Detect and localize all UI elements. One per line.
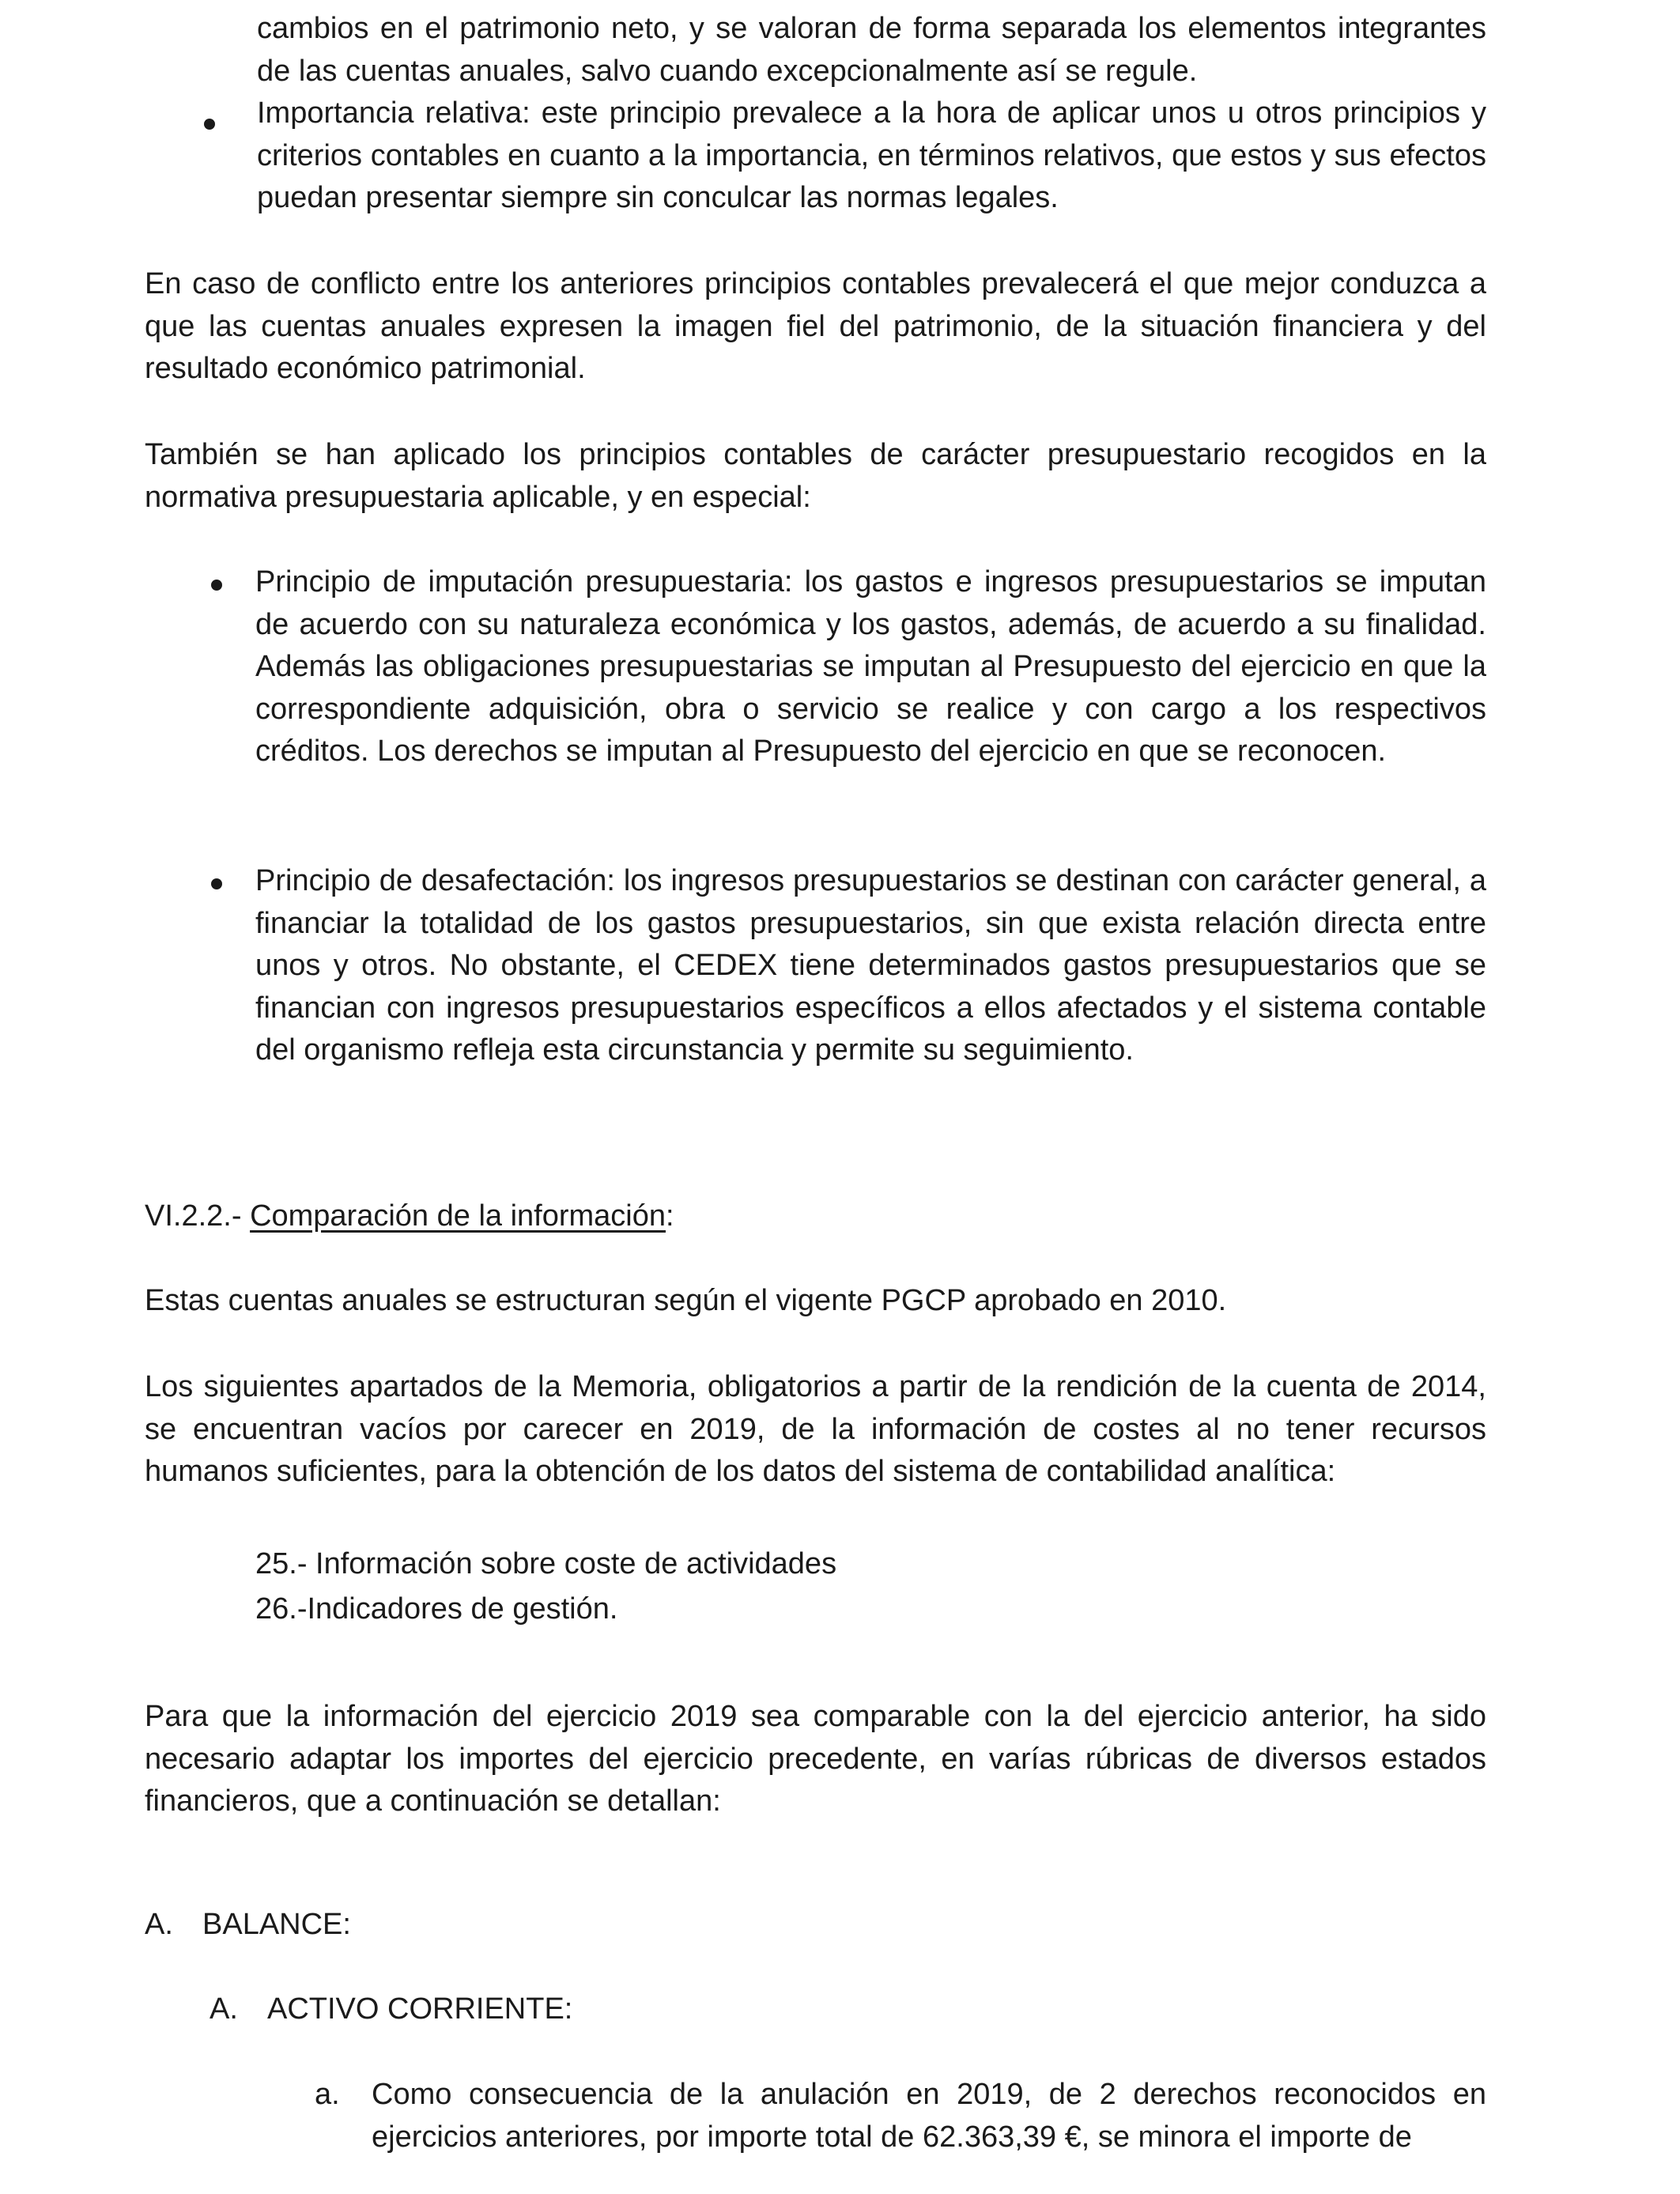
heading-activo-corriente-marker: A. (210, 1992, 238, 2026)
list-item-25: 25.- Información sobre coste de actividades (255, 1547, 837, 1580)
heading-balance-marker: A. (145, 1908, 173, 1941)
heading-activo-corriente: ACTIVO CORRIENTE: (267, 1992, 573, 2026)
bullet-continuation: cambios en el patrimonio neto, y se valoran de forma separada los elementos integrantes de las cuentas anuales, salvo cuando excepcionalmente así se regule. (257, 12, 1486, 88)
paragraph-principios-presupuestarios: También se han aplicado los principios contables de carácter presupuestario recogidos en la normativa presupuestaria aplicable, y en especial: (145, 438, 1486, 514)
bullet-dot (211, 878, 222, 889)
heading-balance: BALANCE: (202, 1908, 351, 1941)
bullet-desafectacion: Principio de desafectación: los ingresos presupuestarios se destinan con carácter general, a financiar la totalidad de los gastos presupuestarios, sin que exista relación directa entre unos y otros. No obstante, el CEDEX tiene determinados gastos presupuestarios que se financian con ingresos presupuestarios específicos a ellos afectados y el sistema contable del organismo refleja esta circunstancia y permite su seguimiento. (255, 864, 1486, 1067)
list-item-26: 26.-Indicadores de gestión. (255, 1592, 618, 1626)
item-a-text: Como consecuencia de la anulación en 2019, de 2 derechos reconocidos en ejercicios anteriores, por importe total de 62.363,39 €, se minora el importe de (372, 2078, 1486, 2154)
section-colon: : (666, 1199, 674, 1233)
section-number: VI.2.2.- (145, 1199, 251, 1233)
bullet-dot (204, 119, 215, 130)
bullet-importancia-relativa: Importancia relativa: este principio prevalece a la hora de aplicar unos u otros principios y criterios contables en cuanto a la importancia, en términos relativos, que estos y sus efectos puedan presentar siempre sin conculcar las normas legales. (257, 96, 1486, 214)
bullet-imputacion-presupuestaria: Principio de imputación presupuestaria: los gastos e ingresos presupuestarios se imputan de acuerdo con su naturaleza económica y los gastos, además, de acuerdo a su finalidad. Además las obligaciones presupuestarias se imputan al Presupuesto del ejercicio en que la correspondiente adquisición, obra o servicio se realice y con cargo a los respectivos créditos. Los derechos se imputan al Presupuesto del ejercicio en que se reconocen. (255, 565, 1486, 768)
paragraph-pgcp: Estas cuentas anuales se estructuran según el vigente PGCP aprobado en 2010. (145, 1284, 1227, 1317)
item-a-marker: a. (315, 2078, 340, 2111)
paragraph-comparacion: Para que la información del ejercicio 2019 sea comparable con la del ejercicio anterior, ha sido necesario adaptar los importes del ejercicio precedente, en varías rúbricas de diversos estados financieros, que a continuación se detallan: (145, 1700, 1486, 1818)
section-heading (145, 1195, 1486, 1238)
bullet-dot (211, 580, 222, 591)
paragraph-memoria: Los siguientes apartados de la Memoria, obligatorios a partir de la rendición de la cuenta de 2014, se encuentran vacíos por carecer en 2019, de la información de costes al no tener recursos humanos suficientes, para la obtención de los datos del sistema de contabilidad analítica: (145, 1370, 1486, 1488)
section-title: Comparación de la información (250, 1199, 666, 1233)
paragraph-conflicto: En caso de conflicto entre los anteriores principios contables prevalecerá el que mejor conduzca a que las cuentas anuales expresen la imagen fiel del patrimonio, de la situación financiera y del resultado económico patrimonial. (145, 267, 1486, 385)
